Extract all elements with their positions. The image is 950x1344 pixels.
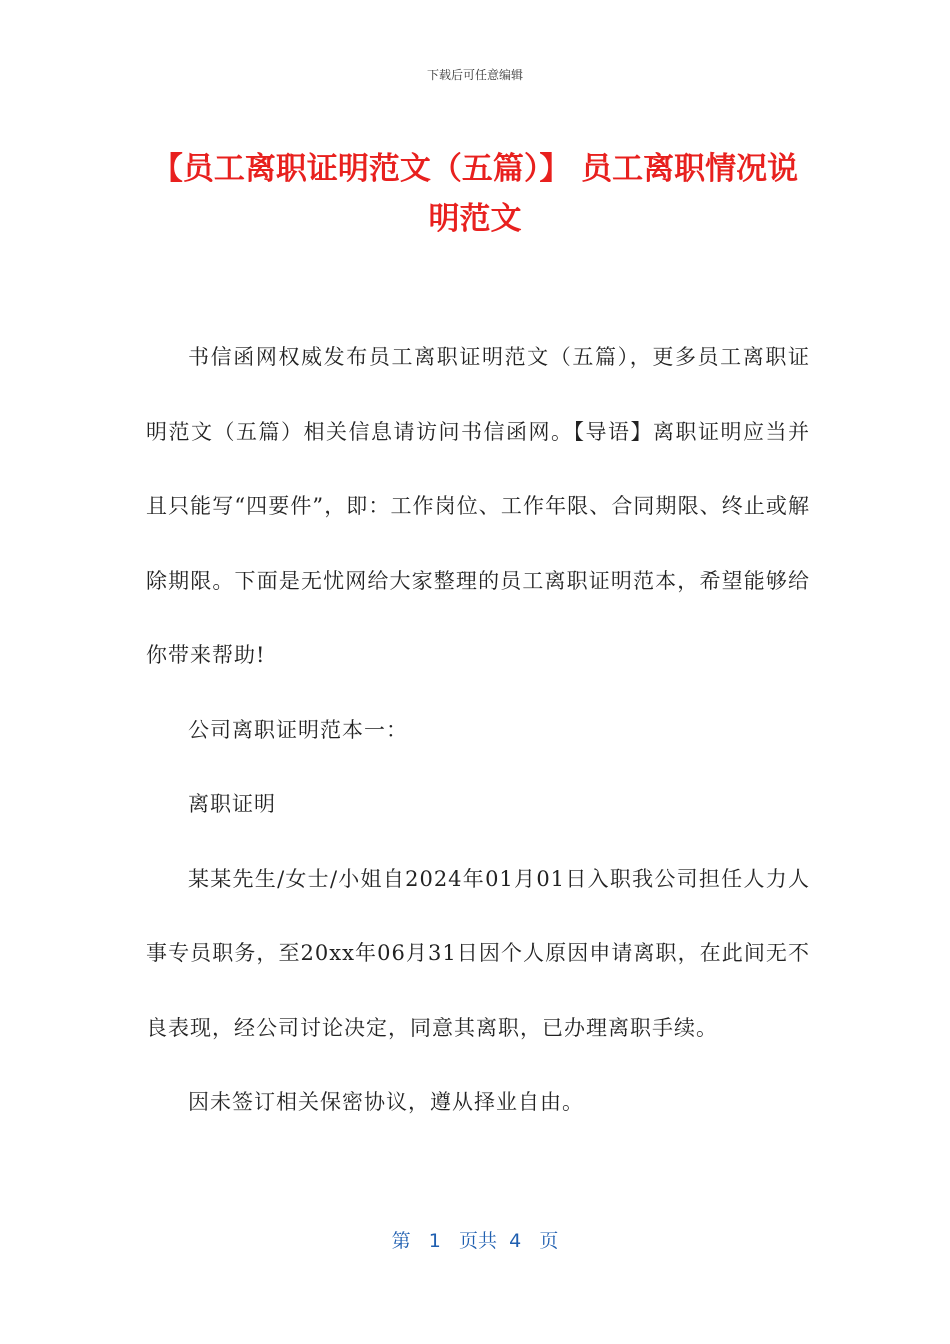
page-footer [0,1226,950,1253]
footer-suffix: 页 [539,1230,559,1252]
footer-middle: 页共 [459,1230,498,1252]
footer-prefix: 第 [391,1230,411,1252]
paragraph-sample-heading: 公司离职证明范本一： [188,717,408,742]
header-note: 下载后可任意编辑 [426,68,523,82]
current-page-number: 1 [428,1230,441,1252]
total-pages-number: 4 [509,1230,522,1252]
paragraph-intro: 书信函网权威发布员工离职证明范文（五篇），更多员工离职证明范文（五篇）相关信息请访问书信函网。【导语】离职证明应当并且只能写“四要件”，即：工作岗位、工作年限、合同期限、终止或解除期限。下面是无忧网给大家整理的员工离职证明范本，希望能够给你带来帮助! [146,345,810,667]
document-body [146,320,810,1140]
paragraph-certificate-body: 某某先生/女士/小姐自2024年01月01日入职我公司担任人力人事专员职务，至20xx年06月31日因个人原因申请离职，在此间无不良表现，经公司讨论决定，同意其离职，已办理离职手续。 [146,866,810,1040]
paragraph-certificate-title: 离职证明 [188,792,276,816]
paragraph-confidentiality: 因未签订相关保密协议，遵从择业自由。 [188,1090,584,1114]
document-title: 【员工离职证明范文（五篇）】 员工离职情况说明范文 [151,151,799,237]
